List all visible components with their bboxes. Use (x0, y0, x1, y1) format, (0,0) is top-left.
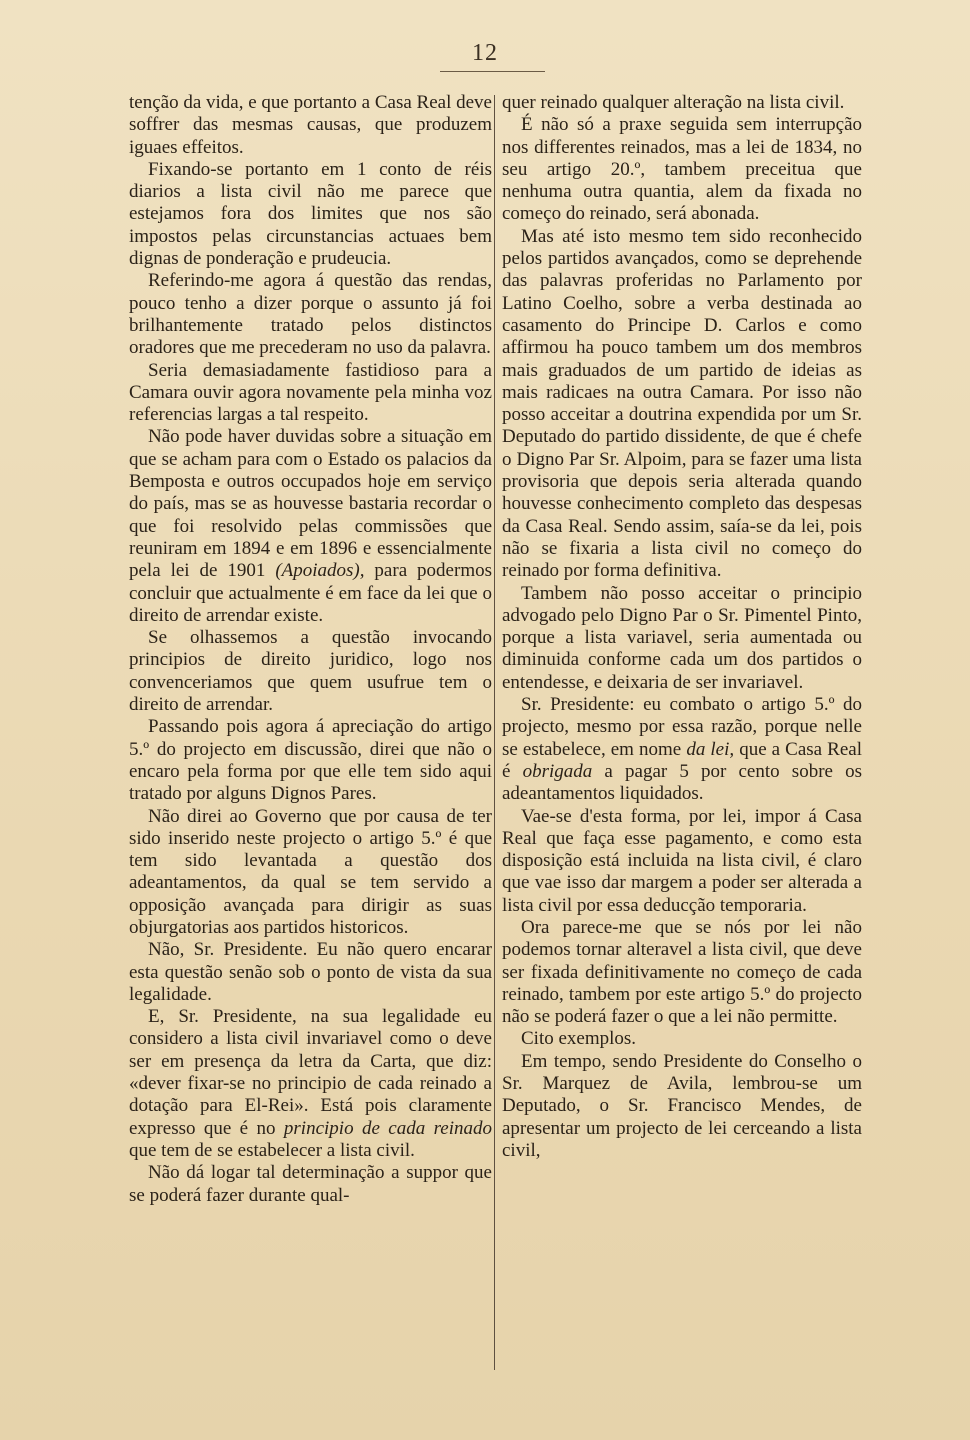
paragraph: tenção da vida, e que portanto a Casa Real deve soffrer das mesmas causas, que produzem iguaes effeitos. (129, 92, 492, 158)
paragraph: Referindo-me agora á questão das rendas, pouco tenho a dizer porque o assunto já foi brilhantemente tratado pelos distinctos oradores que me precederam no uso da palavra. (129, 270, 492, 359)
paragraph: Tambem não posso acceitar o principio advogado pelo Digno Par o Sr. Pimentel Pinto, porque a lista variavel, seria aumentada ou diminuida conforme cada um dos partidos o entendesse, e deixaria de ser invariavel. (502, 582, 862, 693)
text-run: a pagar 5 por cento sobre os adeantamentos liquidados. (502, 760, 862, 805)
paragraph: Não dá logar tal determinação a suppor que se poderá fazer durante qual- (129, 1162, 492, 1206)
paragraph: Em tempo, sendo Presidente do Conselho o Sr. Marquez de Avila, lembrou-se um Deputado, o Sr. Francisco Mendes, de apresentar um projecto de lei cerceando a lista civil, (502, 1050, 862, 1161)
text-run: que a Casa Real é (502, 738, 862, 782)
paragraph: Fixando-se portanto em 1 conto de réis diarios a lista civil não me parece que estejamos fora dos limites que nos são impostos pelas circunstancias actuaes bem dignas de ponderação e prudeucia. (129, 158, 492, 270)
paragraph: Passando pois agora á apreciação do artigo 5.º do projecto em discussão, direi que não o encaro pela forma por que elle tem sido aqui tratado por alguns Dignos Pares. (129, 716, 492, 805)
italic-run: obrigada (522, 760, 593, 782)
text-run: que tem de se estabelecer a lista civil. (129, 1139, 415, 1161)
paragraph: quer reinado qualquer alteração na lista civil. (502, 92, 845, 113)
italic-run: (Apoiados), (275, 560, 365, 582)
paragraph (129, 1006, 492, 1162)
paragraph: Se olhassemos a questão invocando principios de direito juridico, logo nos convenceriamos que quem usufrue tem o direito de arrendar. (129, 627, 492, 716)
paragraph: Não, Sr. Presidente. Eu não quero encarar esta questão senão sob o ponto de vista da sua legalidade. (129, 939, 492, 1005)
right-column (502, 92, 862, 1162)
paragraph: Seria demasiadamente fastidioso para a Camara ouvir agora novamente pela minha voz referencias largas a tal respeito. (129, 359, 492, 426)
text-run: Não pode haver duvidas sobre a situação em que se acham para com o Estado os palacios da Bemposta e outros occupados hoje em serviço do país, mas se as houvesse bastaria recordar o que foi resolvido pelas commissões que reuniram em 1894 e em 1896 e essencialmente pela lei de 1901 (129, 426, 492, 582)
paragraph (502, 694, 862, 805)
text-run: para podermos concluir que actualmente é em face da lei que o direito de arrendar existe. (129, 560, 492, 626)
page-number: 12 (472, 40, 498, 66)
paragraph: Cito exemplos. (521, 1028, 637, 1050)
paragraph: Vae-se d'esta forma, por lei, impor á Casa Real que faça esse pagamento, e como esta disposição está incluida na lista civil, é claro que vae isso dar margem a poder ser alterada a lista civil por essa deducção temporaria. (502, 805, 862, 916)
italic-run: principio de cada reinado (283, 1117, 492, 1139)
paragraph: Ora parece-me que se nós por lei não podemos tornar alteravel a lista civil, que deve ser fixada definitivamente no começo de cada reinado, tambem por este artigo 5.º do projecto não se poderá fazer o que a lei não permitte. (502, 916, 862, 1028)
paragraph: Mas até isto mesmo tem sido reconhecido pelos partidos avançados, como se deprehende das palavras proferidas no Parlamento por Latino Coelho, sobre a verba destinada ao casamento do Principe D. Carlos e como affirmou ha pouco tambem um dos membros mais graduados de um partido de ideias as mais radicaes na outra Camara. Por isso não posso acceitar a doutrina expendida por um Sr. Deputado do partido dissidente, de que é chefe o Digno Par Sr. Alpoim, para se fazer uma lista provisoria que depois seria alterada quando houvesse conhecimento completo das despesas da Casa Real. Sendo assim, saía-se da lei, pois não se fixaria a lista civil no começo do reinado por forma definitiva. (502, 225, 862, 582)
paragraph: É não só a praxe seguida sem interrupção nos differentes reinados, mas a lei de 1834, no seu artigo 20.º, tambem preceitua que nenhuma outra quantia, alem da fixada no começo do reinado, será abonada. (502, 114, 862, 225)
paragraph: Não direi ao Governo que por causa de ter sido inserido neste projecto o artigo 5.º é que tem sido levantada a questão dos adeantamentos, da qual se tem servido a opposição avançada para dirigir as suas objurgatorias aos partidos historicos. (129, 805, 492, 938)
text-run: E, Sr. Presidente, na sua legalidade eu considero a lista civil invariavel como o deve ser em presença da letra da Carta, que diz: «dever fixar-se no principio de cada reinado a dotação para El-Rei». Está pois claramente expresso que é no (129, 1006, 492, 1139)
column-divider (494, 95, 495, 1370)
italic-run: da lei, (686, 738, 735, 760)
paragraph (129, 426, 492, 627)
text-run: Sr. Presidente: eu combato o artigo 5.º do projecto, mesmo por essa razão, porque nelle se estabelece, em nome (502, 694, 862, 760)
left-column (129, 92, 492, 1207)
header-rule (440, 71, 545, 72)
